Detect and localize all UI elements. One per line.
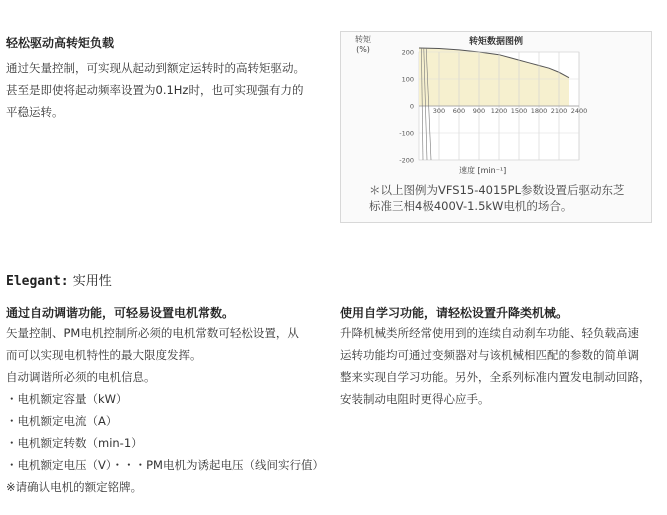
selflearn-line: 整来实现自学习功能。另外，全系列标准内置发电制动回路，	[340, 370, 651, 384]
autotune-paragraph	[6, 322, 324, 498]
autotune-item: ・电机额定电流（A）	[6, 414, 118, 428]
x-tick-label: 300	[432, 107, 446, 115]
selflearn-paragraph	[340, 322, 651, 410]
chart-ylabel-text: 转矩	[355, 35, 371, 44]
x-tick-label: 1800	[530, 107, 548, 115]
x-tick-label: 900	[472, 107, 486, 115]
y-tick-label: 200	[401, 48, 414, 57]
selflearn-heading: 使用自学习功能，请轻松设置升降类机械。	[340, 306, 569, 320]
autotune-note: ※请确认电机的额定铭牌。	[6, 480, 143, 494]
autotune-line: 矢量控制、PM电机控制所必须的电机常数可轻松设置，从	[6, 326, 299, 340]
torque-chart-box	[340, 31, 652, 223]
chart-ylabel-unit: (%)	[356, 45, 370, 54]
x-tick-label: 1200	[490, 107, 508, 115]
section-title-cn: 实用性	[72, 274, 112, 289]
chart-xlabel: 速度 [min⁻¹]	[459, 166, 507, 175]
intro-line: 甚至是即使将起动频率设置为0.1Hz时，也可实现强有力的	[6, 83, 304, 97]
autotune-line: 而可以实现电机特性的最大限度发挥。	[6, 348, 202, 362]
y-tick-label: -200	[399, 156, 414, 165]
chart-title: 转矩数据图例	[468, 37, 523, 47]
intro-heading: 轻松驱动高转矩负载	[6, 36, 115, 50]
intro-line: 通过矢量控制，可实现从起动到额定运转时的高转矩驱动。	[6, 61, 305, 75]
selflearn-line: 运转功能均可通过变频器对与该机械相匹配的参数的简单调	[340, 348, 639, 362]
selflearn-line: 升降机械类所经常使用到的连续自动刹车功能、轻负载高速	[340, 326, 639, 340]
autotune-item: ・电机额定电压（V）・・・PM电机为诱起电压（线间实行值）	[6, 458, 324, 472]
y-tick-label: -100	[399, 129, 414, 138]
autotune-line: 自动调谐所必须的电机信息。	[6, 370, 156, 384]
y-tick-label: 100	[401, 75, 414, 84]
x-tick-label: 600	[452, 107, 466, 115]
chart-note	[369, 182, 624, 214]
section-title	[6, 270, 112, 289]
x-tick-label: 2100	[550, 107, 568, 115]
intro-paragraph	[6, 57, 305, 123]
x-tick-label: 1500	[510, 107, 528, 115]
chart-note-line: ＊以上图例为VFS15-4015PL参数设置后驱动东芝	[369, 183, 625, 197]
section-title-en: Elegant:	[6, 274, 69, 289]
chart-note-line: 标准三相4极400V-1.5kW电机的场合。	[369, 199, 573, 213]
y-tick-label: 0	[409, 102, 414, 111]
intro-line: 平稳运转。	[6, 105, 64, 119]
autotune-item: ・电机额定转数（min-1）	[6, 436, 143, 450]
selflearn-line: 安装制动电阻时更得心应手。	[340, 392, 490, 406]
autotune-item: ・电机额定容量（kW）	[6, 392, 128, 406]
torque-chart	[341, 32, 651, 172]
autotune-heading: 通过自动调谐功能，可轻易设置电机常数。	[6, 306, 235, 320]
x-tick-label: 2400	[570, 107, 588, 115]
